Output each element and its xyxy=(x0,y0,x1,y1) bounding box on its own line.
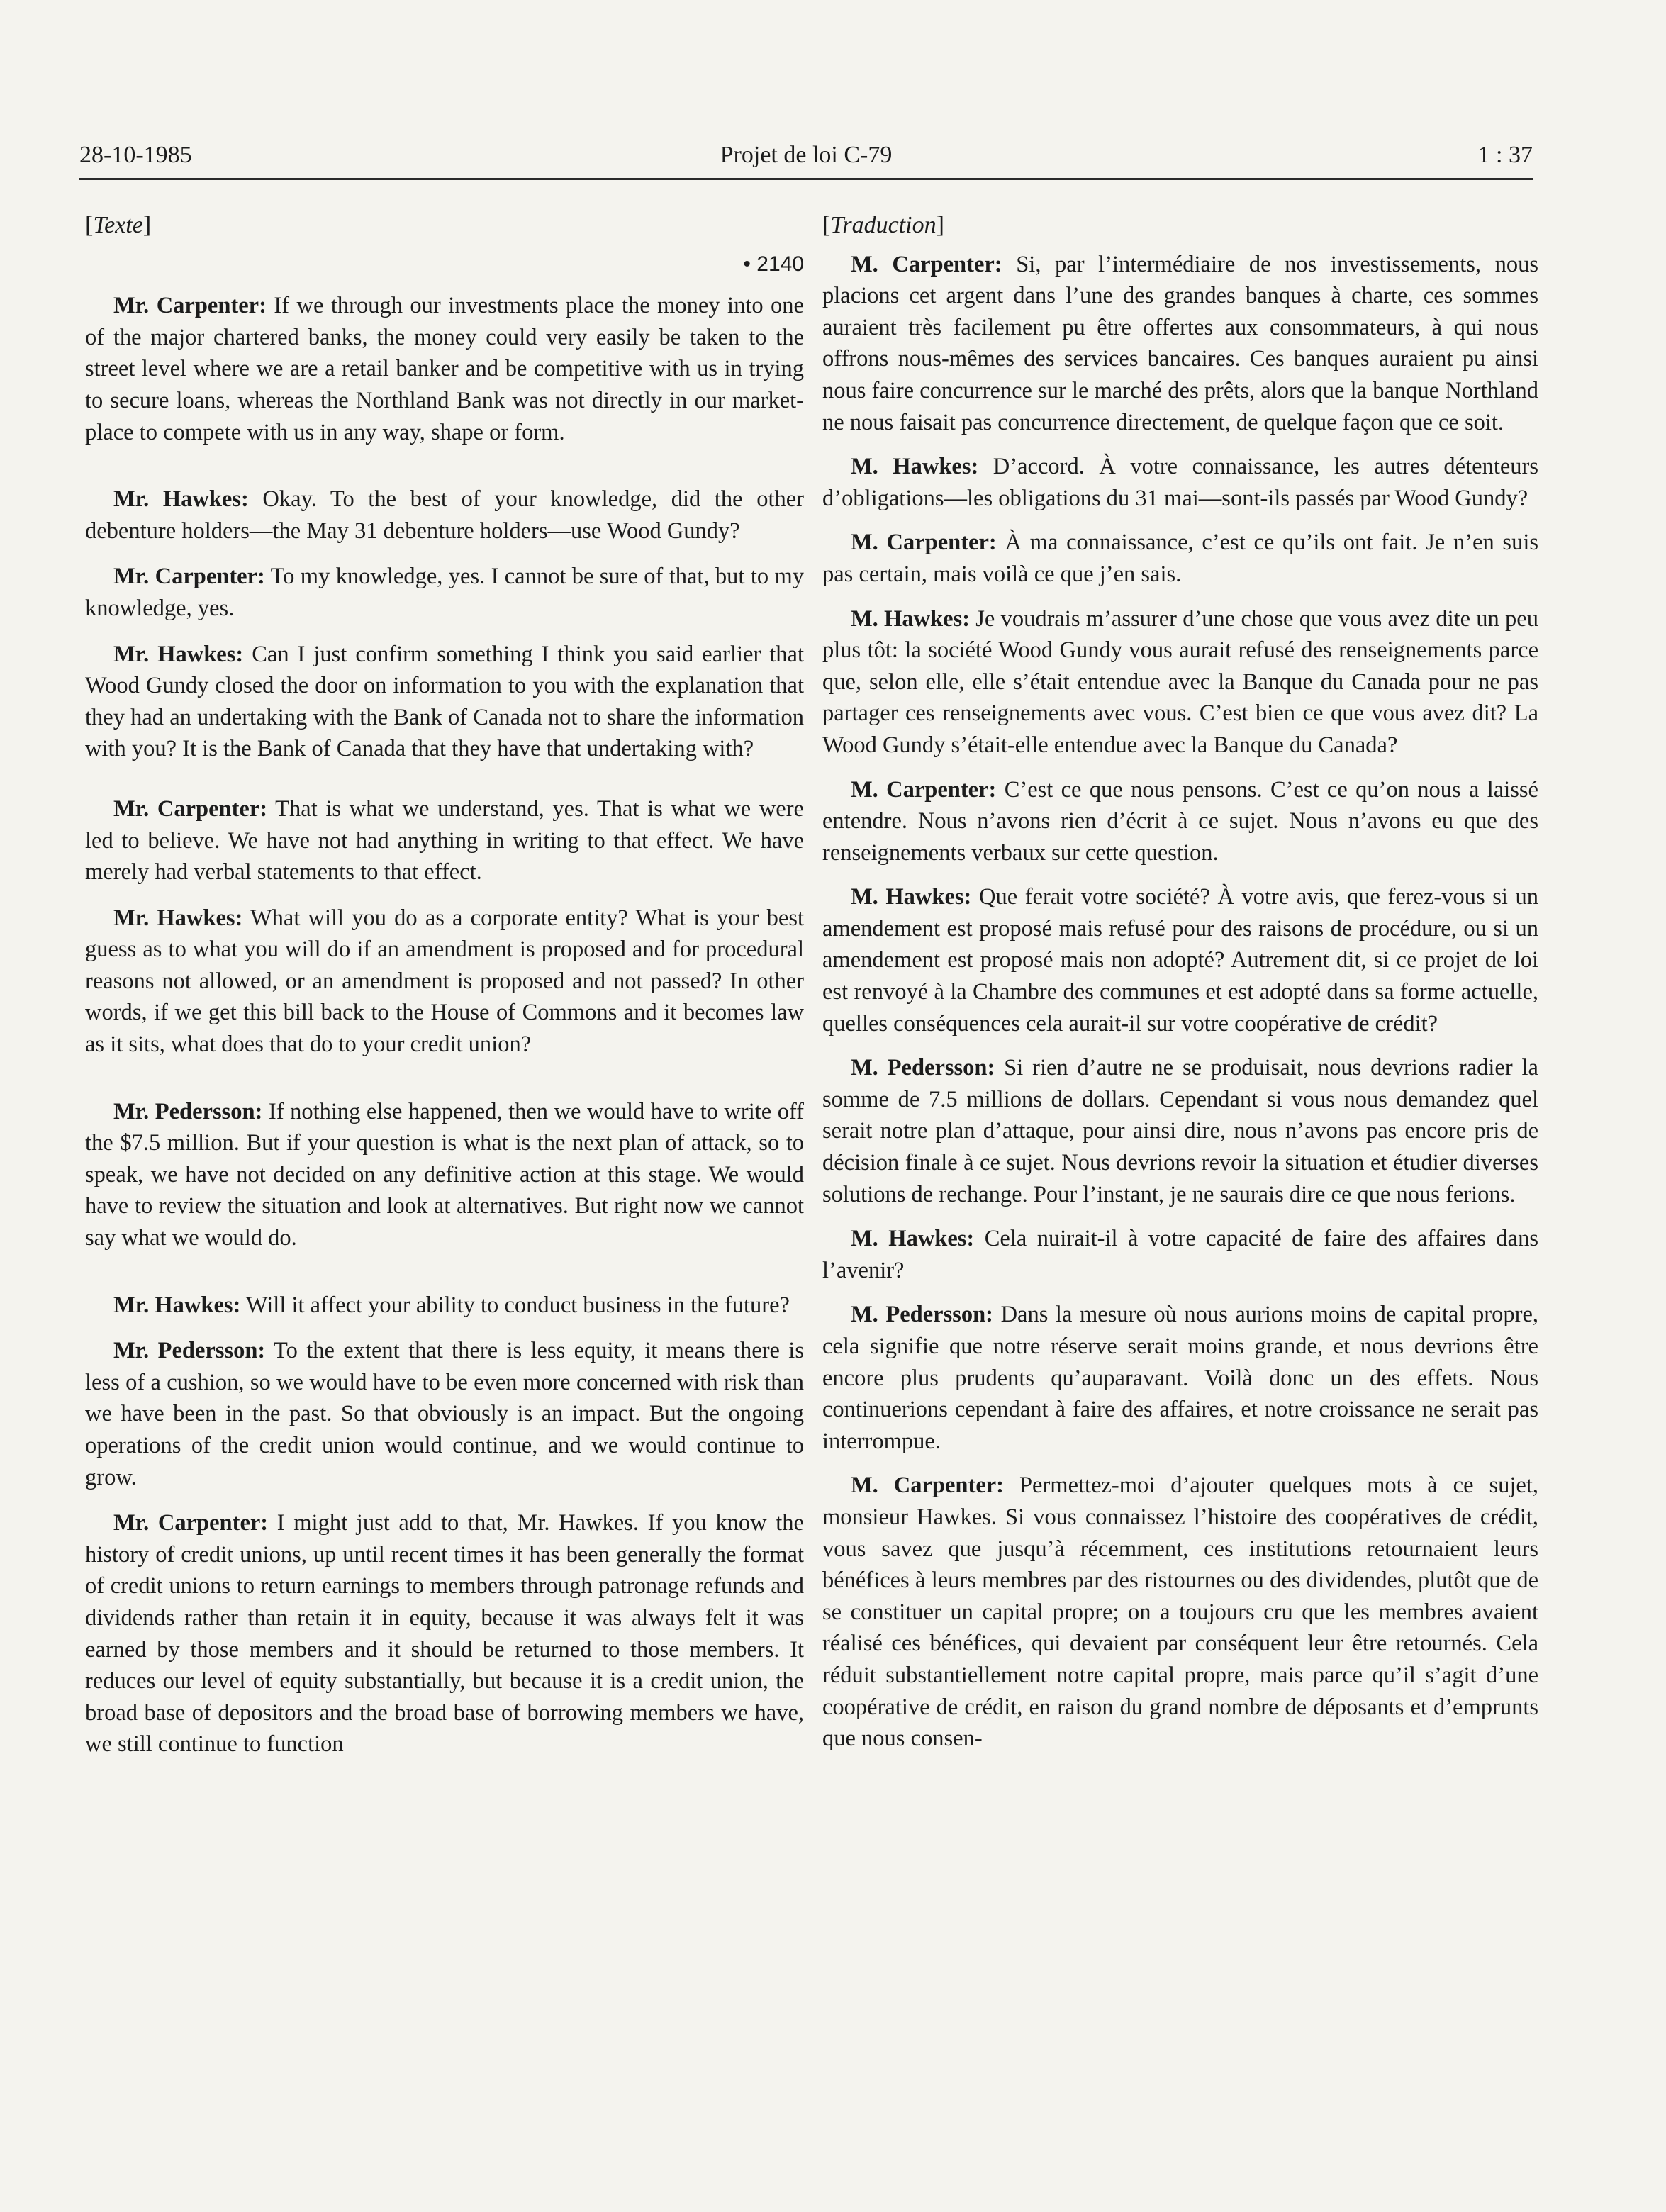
speech-paragraph xyxy=(85,639,804,765)
speech-text: Okay. To the best of your knowledge, did the other debenture holders—the May 31 debenture holders—use Wood Gundy? xyxy=(85,486,804,544)
speech-paragraph xyxy=(85,793,804,888)
speaker-name: Mr. Pedersson: xyxy=(113,1098,263,1124)
speaker-name: M. Hawkes: xyxy=(851,605,971,632)
speech-paragraph xyxy=(822,1223,1538,1286)
speech-text: Si, par l’intermédiaire de nos investissements, nous placions cet argent dans l’une des grandes banques à charte, ces sommes auraient très facilement pu être offertes aux consommateurs, à qui nous offrons nous-mêmes des services bancaires. Ces banques auraient pu ainsi nous faire concurrence sur le marché des prêts, alors que la banque Northland ne nous faisait pas concurrence directement, de quelque façon que ce soit. xyxy=(822,251,1538,435)
speaker-name: M. Hawkes: xyxy=(851,454,979,480)
speaker-name: Mr. Carpenter: xyxy=(113,795,268,822)
speech-text: Je voudrais m’assurer d’une chose que vous avez dite un peu plus tôt: la société Wood Gundy vous aurait refusé des renseignements parce que, selon elle, elle s’était entendue avec la Banque du Canada pour ne pas partager ces renseignements avec vous. C’est bien ce que vous avez dit? La Wood Gundy s’était-elle entendue avec la Banque du Canada? xyxy=(822,605,1538,758)
speech-paragraph xyxy=(85,561,804,624)
speech-text: Que ferait votre société? À votre avis, que ferez-vous si un amendement est proposé mais refusé pour des raisons de procédure, ou si un amendement est proposé mais non adopté? Autrement dit, si ce projet de loi est renvoyé à la Chambre des communes et est adopté dans sa forme actuelle, quelles conséquences cela aurait-il sur votre coopérative de crédit? xyxy=(822,884,1538,1037)
speech-paragraph xyxy=(822,1052,1538,1210)
speech-text: If nothing else happened, then we would have to write off the $7.5 million. But if your question is what is the next plan of attack, so to speak, we have not decided on any definitive action at this stage. We would have to review the situation and look at alternatives. But right now we cannot say what we would do. xyxy=(85,1098,804,1251)
speaker-name: Mr. Carpenter: xyxy=(113,293,267,319)
speech-text: D’accord. À votre connaissance, les autres détenteurs d’obligations—les obligations du 31 mai—sont-ils passés par Wood Gundy? xyxy=(822,454,1538,511)
header-title: Projet de loi C-79 xyxy=(720,142,893,168)
speech-text: À ma connaissance, c’est ce qu’ils ont fait. Je n’en suis pas certain, mais voilà ce que j’en sais. xyxy=(822,530,1538,587)
left-column-label: [Texte] xyxy=(85,212,152,238)
right-paragraphs xyxy=(822,249,1538,1755)
speech-text: Si rien d’autre ne se produisait, nous devrions radier la somme de 7.5 millions de dollars. Cependant si vous nous demandez quel serait notre plan d’attaque, pour ainsi dire, nous n’avons pas encore pris de décision finale à ce sujet. Nous devrions revoir la situation et étudier diverses solutions de rechange. Pour l’instant, je ne saurais dire ce que nous ferions. xyxy=(822,1055,1538,1207)
speech-text: If we through our investments place the money into one of the major chartered banks, the money could very easily be taken to the street level where we are a retail banker and be competitive with us in trying to secure loans, whereas the Northland Bank was not directly in our market-place to compete with us in any way, shape or form. xyxy=(85,293,804,445)
header-date: 28-10-1985 xyxy=(79,142,192,168)
speech-text: That is what we understand, yes. That is what we were led to believe. We have not had anything in writing to that effect. We have merely had verbal statements to that effect. xyxy=(85,795,804,886)
speech-paragraph xyxy=(85,903,804,1061)
speaker-name: M. Carpenter: xyxy=(851,530,997,556)
speech-text: To my knowledge, yes. I cannot be sure of that, but to my knowledge, yes. xyxy=(85,564,804,621)
left-column xyxy=(85,210,804,1760)
speech-paragraph xyxy=(85,484,804,547)
speaker-name: Mr. Pedersson: xyxy=(113,1338,266,1364)
speaker-name: Mr. Hawkes: xyxy=(113,641,244,667)
speech-paragraph xyxy=(85,290,804,448)
left-label-text: Texte xyxy=(93,212,143,238)
left-paragraphs xyxy=(85,290,804,1760)
right-column-label: [Traduction] xyxy=(822,212,944,238)
speech-paragraph xyxy=(822,881,1538,1039)
speaker-name: Mr. Carpenter: xyxy=(113,564,265,590)
speech-text: Cela nuirait-il à votre capacité de faire des affaires dans l’avenir? xyxy=(822,1226,1538,1283)
speech-paragraph xyxy=(822,603,1538,761)
speech-paragraph xyxy=(85,1507,804,1760)
speech-paragraph xyxy=(822,527,1538,590)
header-rule xyxy=(79,178,1533,180)
speaker-name: M. Hawkes: xyxy=(851,1226,975,1252)
speaker-name: Mr. Hawkes: xyxy=(113,486,249,513)
right-label-text: Traduction xyxy=(830,212,937,238)
speech-paragraph xyxy=(85,1096,804,1254)
speech-text: C’est ce que nous pensons. C’est ce qu’on nous a laissé entendre. Nous n’avons rien d’écrit à ce sujet. Nous n’avons eu que des renseignements verbaux sur cette question. xyxy=(822,776,1538,866)
speaker-name: M. Pedersson: xyxy=(851,1302,994,1328)
speaker-name: M. Carpenter: xyxy=(851,1473,1004,1499)
speaker-name: Mr. Hawkes: xyxy=(113,1292,241,1318)
speech-paragraph xyxy=(822,1470,1538,1754)
speech-text: To the extent that there is less equity, it means there is less of a cushion, so we would have to be even more concerned with risk than we have been in the past. So that obviously is an impact. But the ongoing operations of the credit union would continue, and we would continue to grow. xyxy=(85,1338,804,1490)
speaker-name: Mr. Hawkes: xyxy=(113,905,243,931)
speaker-name: M. Carpenter: xyxy=(851,776,997,803)
speaker-name: M. Hawkes: xyxy=(851,884,972,910)
speaker-name: M. Carpenter: xyxy=(851,251,1002,277)
speaker-name: M. Pedersson: xyxy=(851,1055,995,1081)
speech-text: I might just add to that, Mr. Hawkes. If you know the history of credit unions, up until recent times it has been generally the format of credit unions to return earnings to members through patronage refunds and dividends rather than retain it in equity, because it was always felt it was earned by those members and it should be returned to those members. It reduces our level of equity substantially, but because it is a credit union, the broad base of depositors and the broad base of borrowing members we have, we still continue to function xyxy=(85,1510,804,1758)
time-marker: • 2140 xyxy=(743,252,804,276)
page-header xyxy=(79,132,1533,174)
speech-paragraph xyxy=(822,1299,1538,1457)
speech-paragraph xyxy=(822,451,1538,514)
speech-text: What will you do as a corporate entity? What is your best guess as to what you will do if an amendment is proposed and for procedural reasons not allowed, or an amendment is proposed and not passed? In other words, if we get this bill back to the House of Commons and it becomes law as it sits, what does that do to your credit union? xyxy=(85,905,804,1058)
right-column xyxy=(822,210,1538,1755)
speech-text: Permettez-moi d’ajouter quelques mots à ce sujet, monsieur Hawkes. Si vous connaissez l’histoire des coopératives de crédit, vous savez que jusqu’à récemment, ces institutions retournaient leurs bénéfices à leurs membres par des ristournes ou des dividendes, plutôt que de se constituer un capital propre; on a toujours cru que les membres avaient réalisé ces bénéfices, qui devaient par conséquent leur être retournés. Cela réduit substantiellement notre capital propre, mais parce qu’il s’agit d’une coopérative de crédit, en raison du grand nombre de déposants et d’emprunts que nous consen- xyxy=(822,1473,1538,1752)
header-page-number: 1 : 37 xyxy=(1477,142,1533,168)
speech-paragraph xyxy=(822,774,1538,869)
speech-paragraph xyxy=(85,1335,804,1493)
speech-text: Dans la mesure où nous aurions moins de capital propre, cela signifie que notre réserve serait moins grande, et nous devrions être encore plus prudents qu’auparavant. Voilà donc un des effets. Nous continuerions cependant à faire des affaires, et notre croissance ne serait pas interrompue. xyxy=(822,1302,1538,1454)
speech-paragraph xyxy=(85,1290,804,1322)
speech-paragraph xyxy=(822,249,1538,439)
speaker-name: Mr. Carpenter: xyxy=(113,1510,269,1536)
speech-text: Can I just confirm something I think you said earlier that Wood Gundy closed the door on information to you with the explanation that they had an undertaking with the Bank of Canada not to share the information with you? It is the Bank of Canada that they have that undertaking with? xyxy=(85,641,805,762)
speech-text: Will it affect your ability to conduct business in the future? xyxy=(240,1292,790,1318)
